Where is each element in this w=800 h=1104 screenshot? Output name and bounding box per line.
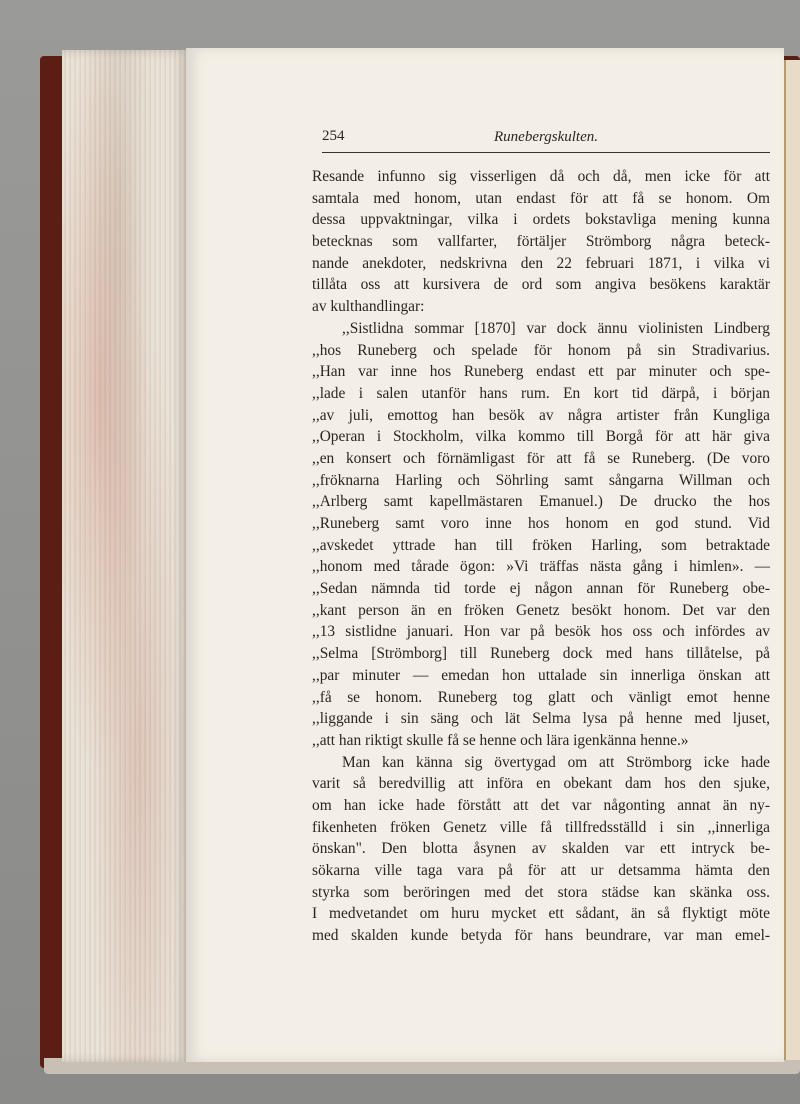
quote-line: ,,Runeberg samt voro inne hos honom en god stund. Vid xyxy=(312,515,770,532)
text-line: I medvetandet om huru mycket ett sådant, än så flyktigt möte xyxy=(312,905,770,923)
quote-line: ,,Sistlidna sommar [1870] var dock ännu violinisten Lindberg xyxy=(342,319,770,337)
quote-line: ,,få se honom. Runeberg tog glatt och vänligt emot henne xyxy=(312,688,770,706)
text-line: om han icke hade förstått att det var någonting annat än ny- xyxy=(312,796,770,814)
quote-line: ,,13 sistlidne januari. Hon var på besök hos oss och infördes av xyxy=(312,623,770,641)
running-head-title: Runebergskulten. xyxy=(494,129,598,145)
text-line: Resande infunno sig visserligen då och då, men icke för att xyxy=(312,168,770,185)
text-line: styrka som beröringen med det stora städse kan skänka oss. xyxy=(312,883,770,901)
running-head xyxy=(322,128,770,153)
quote-line: ,,liggande i sin säng och lät Selma lysa på henne med ljuset, xyxy=(312,710,770,728)
quote-line: ,,Arlberg samt kapellmästaren Emanuel.) De drucko the hos xyxy=(312,493,770,511)
quote-line: ,,par minuter — emedan hon uttalade sin innerliga önskan att xyxy=(312,666,770,684)
quote-line: ,,en konsert och förnämligast för att få se Runeberg. (De voro xyxy=(312,449,770,467)
text-line: samtala med honom, utan endast för att få se honom. Om xyxy=(312,189,770,207)
text-line: med skalden kunde betyda för hans beundrare, var man emel- xyxy=(312,927,770,945)
facing-page-edge xyxy=(784,60,800,1060)
quote-line: ,,honom med tårade ögon: »Vi träffas nästa gång i himlen». — xyxy=(312,558,770,576)
text-line: varit så beredvillig att införa en obekant dam hos den sjuke, xyxy=(312,775,770,793)
quote-line: ,,av juli, emottog han besök av några artister från Kungliga xyxy=(312,406,770,424)
quote-line: ,,fröknarna Harling och Söhrling samt sångarna Willman och xyxy=(312,471,770,489)
quote-line: ,,hos Runeberg och spelade för honom på sin Stradivarius. xyxy=(312,341,770,359)
quote-line: ,,att han riktigt skulle få se henne och lära igenkänna henne.» xyxy=(312,731,689,749)
text-line: av kulthandlingar: xyxy=(312,298,425,316)
text-line: önskan". Den blotta åsynen av skalden var ett intryck be- xyxy=(312,840,770,858)
text-line: dessa uppvaktningar, vilka i ordets bokstavliga mening kunna xyxy=(312,211,770,229)
page-number: 254 xyxy=(322,128,345,144)
text-line: tillåta oss att kursivera de ord som angiva besökens karaktär xyxy=(312,276,770,294)
quote-line: ,,Operan i Stockholm, vilka kommo till Borgå för att här giva xyxy=(312,428,770,446)
quote-line: ,,avskedet yttrade han till fröken Harling, som betraktade xyxy=(312,536,770,554)
text-line: nande anekdoter, nedskrivna den 22 februari 1871, i vilka vi xyxy=(312,254,770,272)
quote-line: ,,Sedan nämnda tid torde ej någon annan för Runeberg obe- xyxy=(312,580,770,598)
quote-line: ,,Selma [Strömborg] till Runeberg dock med hans tillåtelse, på xyxy=(312,645,770,663)
quote-line: ,,Han var inne hos Runeberg endast ett par minuter och spe- xyxy=(312,363,770,381)
body-text xyxy=(312,166,770,947)
quote-line: ,,lade i salen utanför hans rum. En kort tid därpå, i början xyxy=(312,384,770,402)
text-line: fikenheten fröken Genetz ville få tillfredsställd i sin ,,innerliga xyxy=(312,818,770,836)
text-line: sökarna ville taga vara på för att ur detsamma hämta den xyxy=(312,862,770,879)
text-line: betecknas som vallfarter, förtäljer Strömborg några beteck- xyxy=(312,233,770,251)
quote-line: ,,kant person än en fröken Genetz besökt honom. Det var den xyxy=(312,601,770,619)
text-line: Man kan känna sig övertygad om att Strömborg icke hade xyxy=(342,753,770,771)
page-edge-stains xyxy=(62,50,188,1062)
